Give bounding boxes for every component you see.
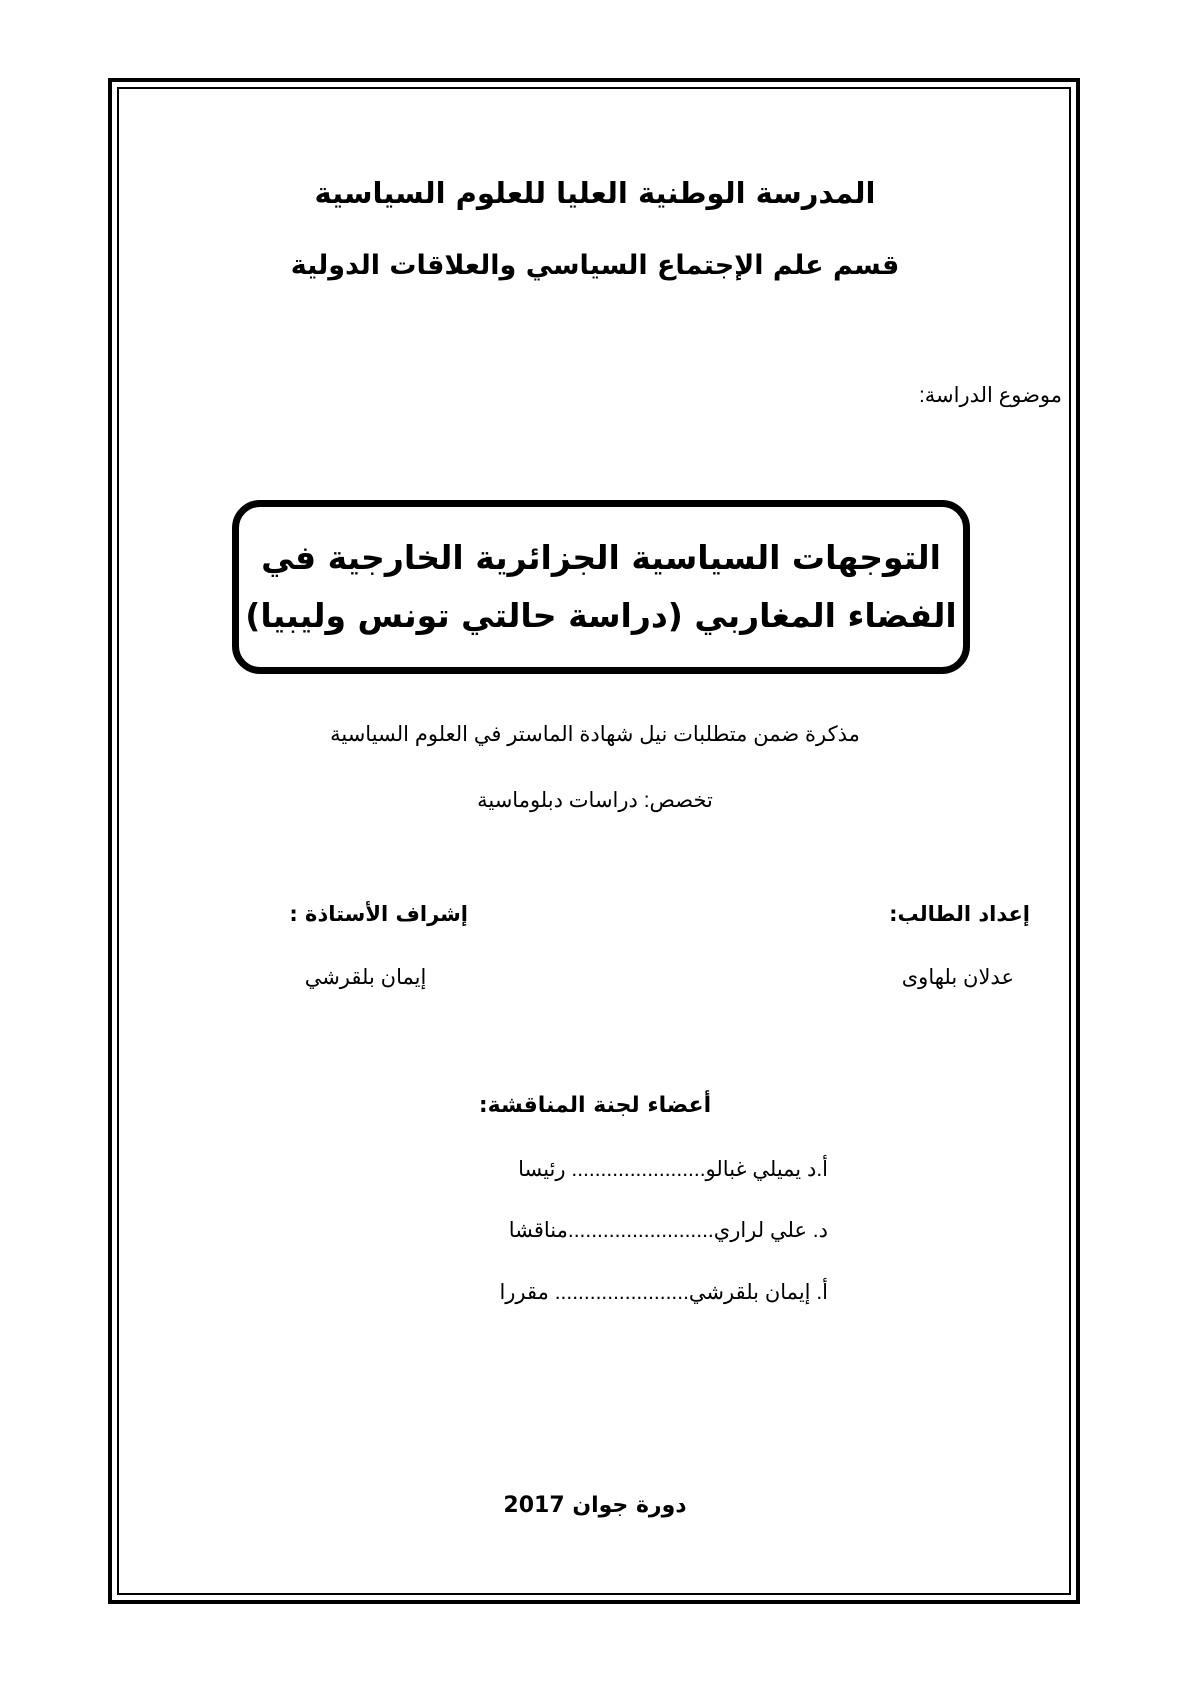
specialization: تخصص: دراسات دبلوماسية xyxy=(477,789,713,812)
supervisor-label: إشراف الأستاذة : xyxy=(289,902,468,926)
prepared-by-label: إعداد الطالب: xyxy=(889,902,1030,926)
thesis-title-line-2: الفضاء المغاربي (دراسة حالتي تونس وليبيا) xyxy=(245,596,957,635)
committee-member-rapporteur: أ. إيمان بلقرشي....................... مقررا xyxy=(499,1281,828,1304)
subject-label: موضوع الدراسة: xyxy=(918,384,1062,407)
committee-member-examiner: د. علي لراري.........................مناقشا xyxy=(508,1219,828,1242)
session-date: دورة جوان 2017 xyxy=(503,1493,687,1518)
thesis-title-box xyxy=(232,500,970,674)
supervisor-name: إيمان بلقرشي xyxy=(304,966,427,989)
department-name: قسم علم الإجتماع السياسي والعلاقات الدولية xyxy=(290,250,900,281)
degree-memo: مذكرة ضمن متطلبات نيل شهادة الماستر في العلوم السياسية xyxy=(330,723,860,746)
student-name: عدلان بلهاوى xyxy=(901,966,1014,989)
school-name: المدرسة الوطنية العليا للعلوم السياسية xyxy=(314,176,876,210)
thesis-title-line-1: التوجهات السياسية الجزائرية الخارجية في xyxy=(261,538,941,577)
committee-title: أعضاء لجنة المناقشة: xyxy=(478,1093,712,1118)
page-border-inner xyxy=(117,87,1071,1595)
committee-member-president: أ.د يميلي غبالو....................... رئيسا xyxy=(518,1158,828,1181)
